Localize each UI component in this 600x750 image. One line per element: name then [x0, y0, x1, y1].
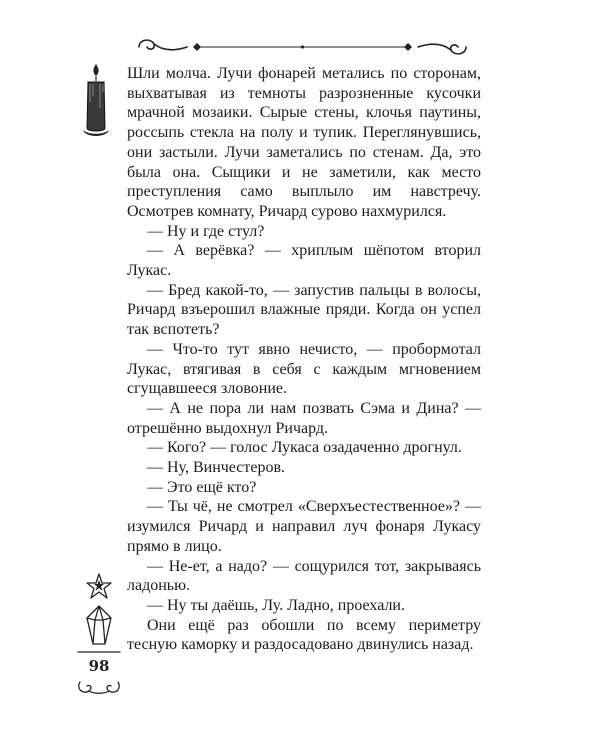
paragraph: — Ну и где стул? — [147, 222, 265, 240]
paragraph: — Ты чё, не смотрел «Сверхъестественное»? — изумился Ричард и направил луч фонаря Лукасу прямо в лицо. — [127, 498, 481, 555]
body-text — [127, 64, 481, 655]
page-number: 98 — [88, 657, 110, 675]
flourish-divider-icon — [135, 33, 470, 61]
paragraph: — А не пора ли нам позвать Сэма и Дина? — отрешённо выдохнул Ричард. — [127, 399, 481, 437]
paragraph: — Ну, Винчестеров. — [147, 459, 286, 477]
paragraph: — Бред какой-то, — запустив пальцы в волосы, Ричард взъерошил влажные пряди. Когда он успел так вспотеть? — [127, 281, 481, 339]
pentagram-star-icon — [86, 573, 112, 599]
paragraph: — Не-ет, а надо? — сощурился тот, закрываясь ладонью. — [127, 557, 481, 595]
paragraph: — Что-то тут явно нечисто, — пробормотал Лукас, втягивая в себя с каждым мгновением сгущавшееся зловоние. — [127, 340, 481, 398]
paragraph: — Ну ты даёшь, Лу. Ладно, проехали. — [147, 596, 405, 614]
paragraph: — Это ещё кто? — [147, 478, 257, 496]
paragraph: — Кого? — голос Лукаса озадаченно дрогнул. — [147, 439, 462, 457]
paragraph: Шли молча. Лучи фонарей метались по сторонам, выхватывая из темноты разрозненные кусочки мрачной мозаики. Сырые стены, клочья паутины, россыпь стекла на полу и тупик. Переглянувшись, они застыли. Лучи заметались по стенам. Да, это была она. Сыщики и не заметили, как место преступления само выплыло им навстречу. Осмотрев комнату, Ричард сурово нахмурился. — [127, 65, 481, 220]
paragraph: — А верёвка? — хриплым шёпотом вторил Лукас. — [127, 242, 481, 280]
page-number-block — [72, 648, 126, 700]
candle-icon — [78, 62, 114, 140]
crystal-icon — [83, 604, 115, 648]
paragraph: Они ещё раз обошли по всему периметру тесную каморку и раздосадовано двинулись назад. — [127, 616, 481, 654]
